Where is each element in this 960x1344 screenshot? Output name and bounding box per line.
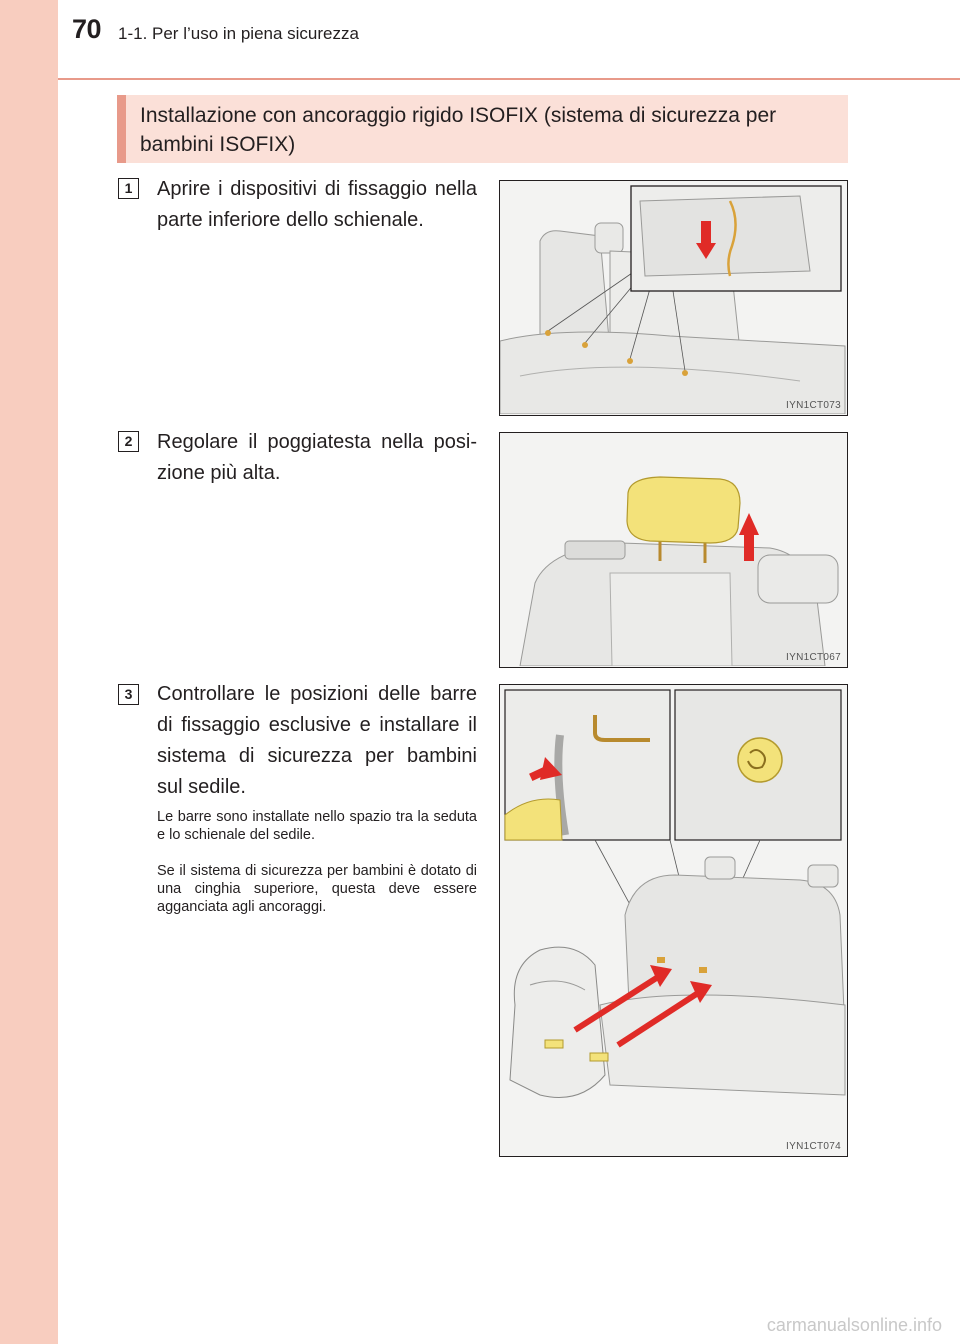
step-3-badge: 3	[118, 684, 139, 705]
seat-anchor-illustration	[500, 181, 846, 414]
step-1-text: Aprire i dispositivi di fissaggio nella parte inferiore dello schienale.	[157, 178, 477, 231]
step-3-text: Controllare le posizioni delle barre di fissaggio esclusive e installare il sistema di sicurezza per bambini sul sedile.	[157, 683, 477, 798]
footer-watermark: carmanualsonline.info	[766, 1315, 942, 1335]
chapter-title: 1-1. Per l’uso in piena sicurezza	[118, 24, 359, 43]
figure-step-1	[499, 180, 848, 416]
child-seat-installation-illustration	[500, 685, 846, 1155]
page-number: 70	[72, 14, 102, 44]
figure-code: IYN1CT074	[786, 1141, 841, 1152]
figure-step-2	[499, 432, 848, 668]
headrest-illustration	[500, 433, 846, 666]
figure-step-3	[499, 684, 848, 1157]
header-divider	[58, 78, 960, 80]
figure-code: IYN1CT073	[786, 400, 841, 411]
step-3-note-2: Se il sistema di sicurezza per bambini è dotato di una cinghia superiore, questa deve essere agganciata agli ancoraggi.	[157, 863, 477, 915]
section-title: Installazione con ancoraggio rigido ISOFIX (sistema di sicurezza per bambini ISOFIX)	[140, 104, 777, 156]
step-1-badge: 1	[118, 178, 139, 199]
step-2-text: Regolare il poggiatesta nella posi-zione più alta.	[157, 431, 477, 484]
section-heading-box	[117, 95, 848, 163]
side-margin-band	[0, 0, 58, 1344]
step-2-badge: 2	[118, 431, 139, 452]
figure-code: IYN1CT067	[786, 652, 841, 663]
step-3-note-1: Le barre sono installate nello spazio tra la seduta e lo schienale del sedile.	[157, 809, 477, 843]
